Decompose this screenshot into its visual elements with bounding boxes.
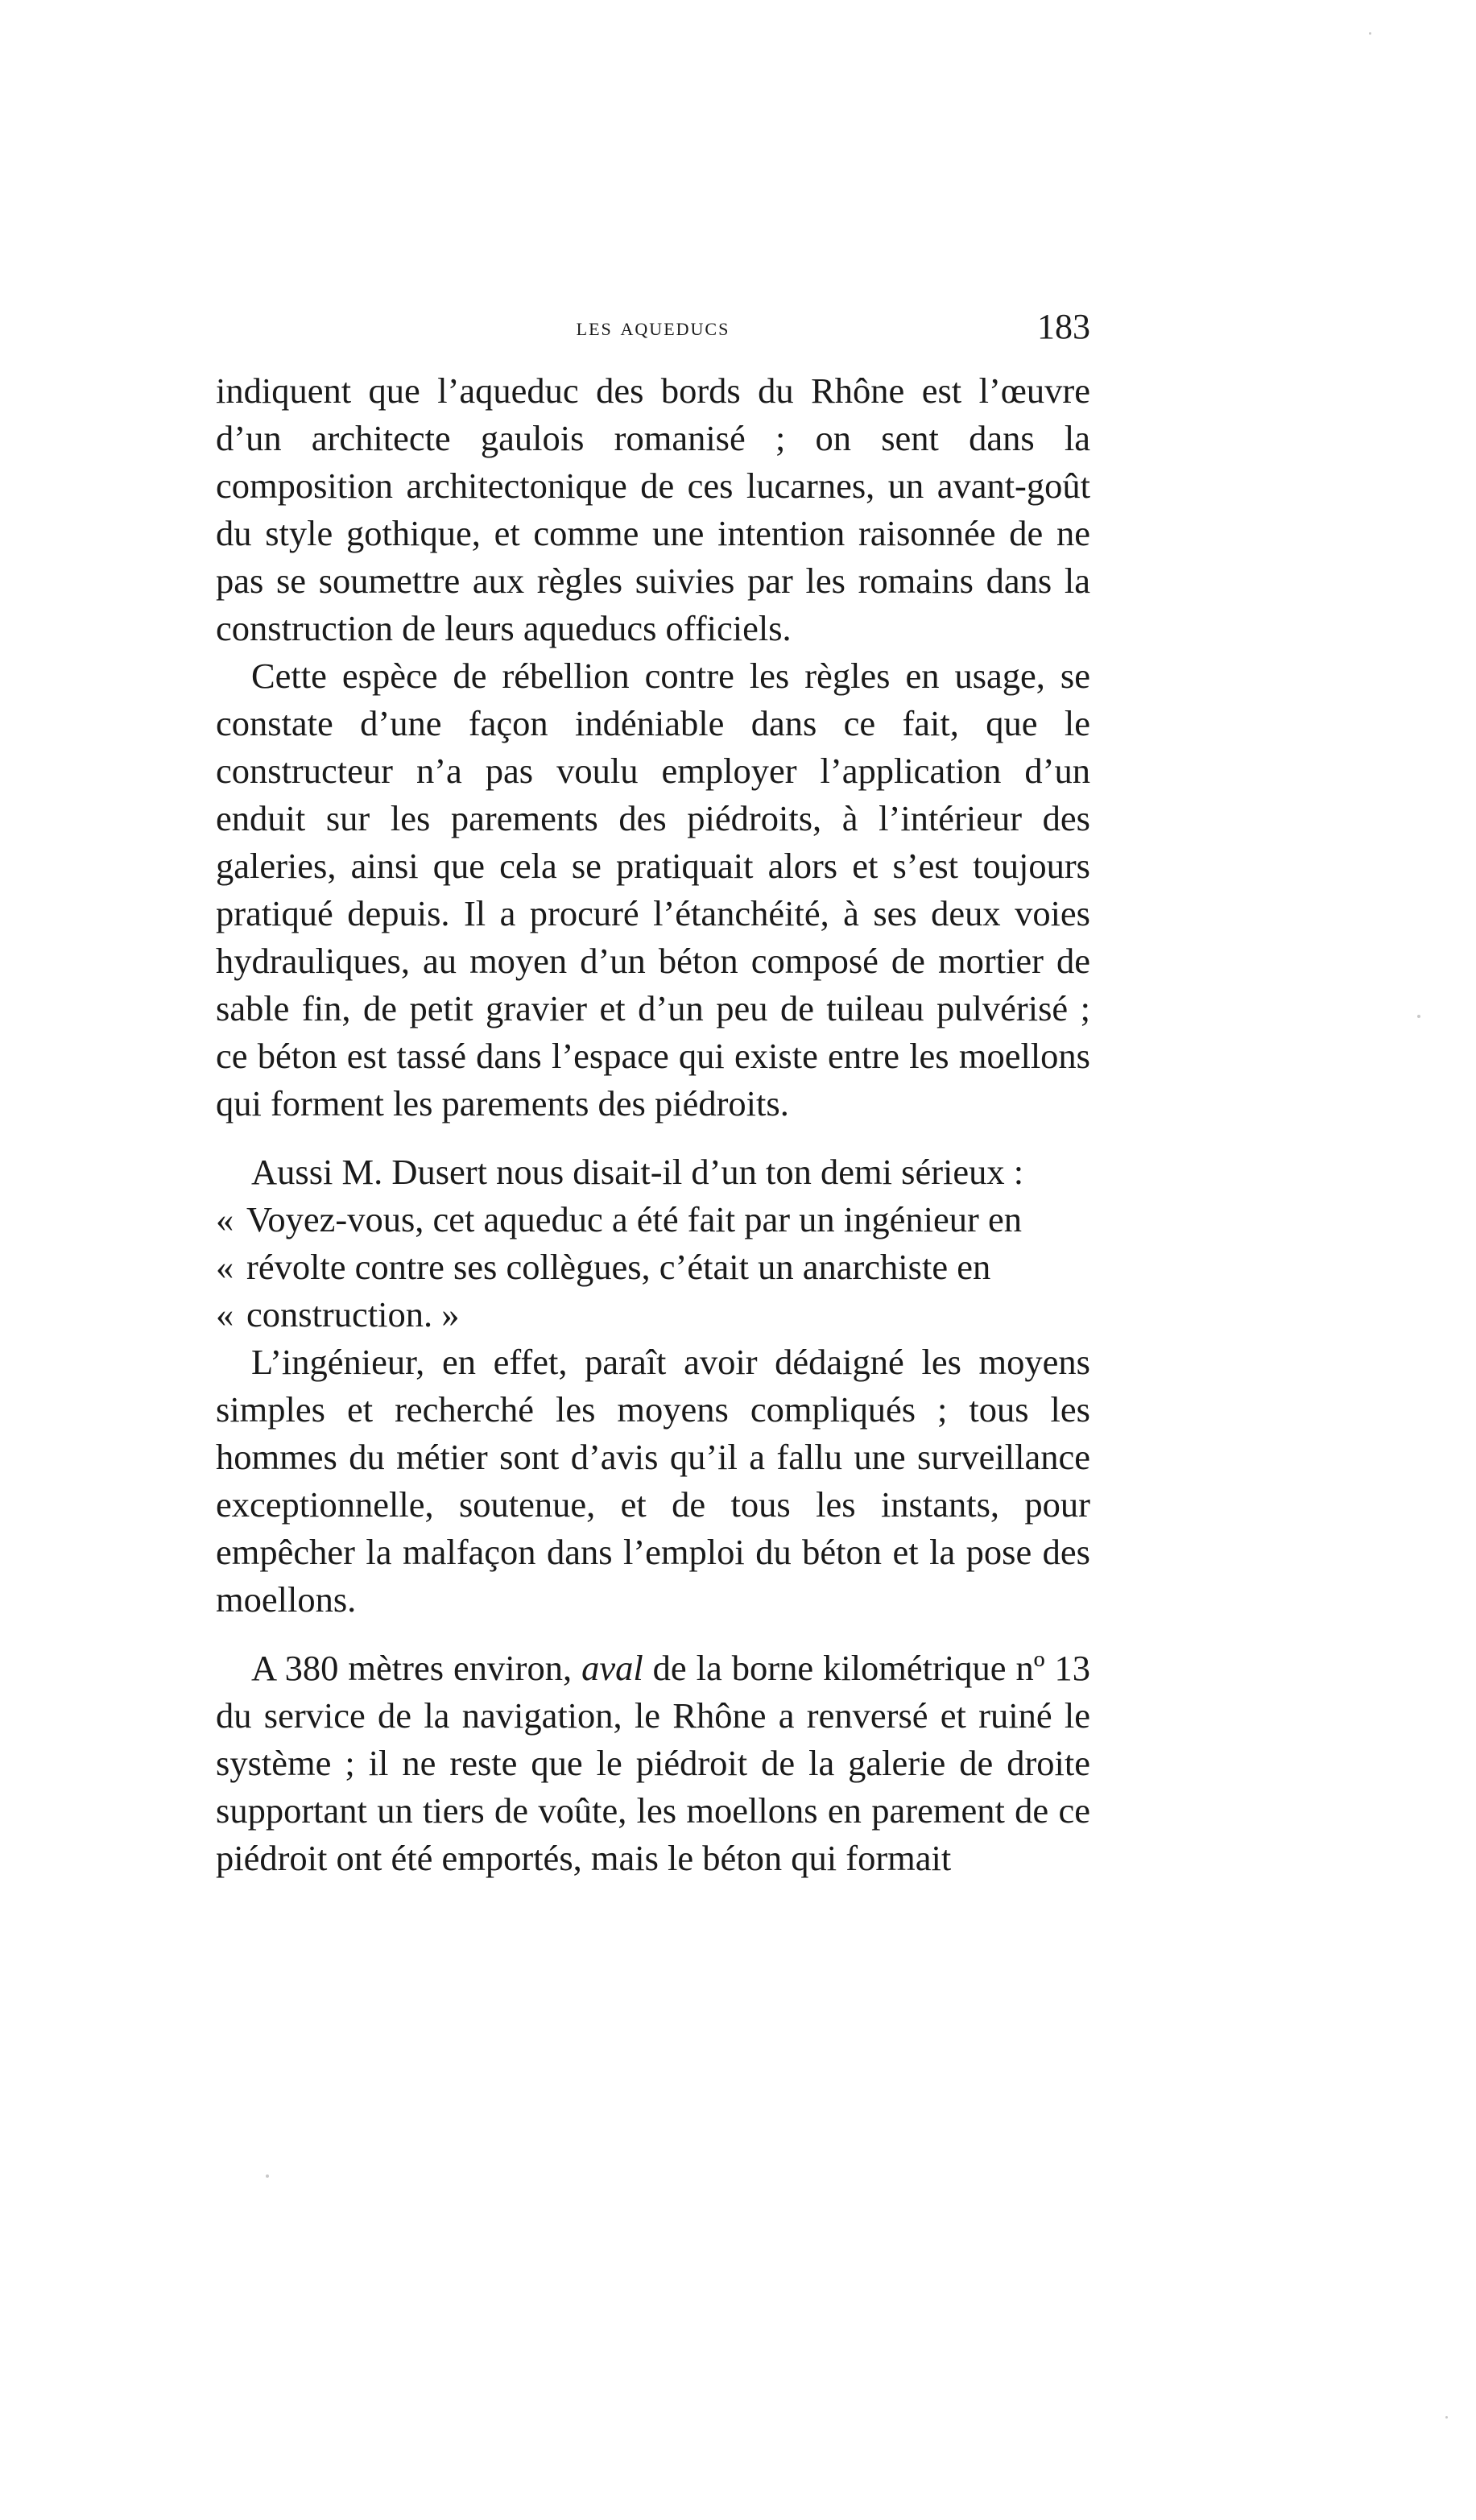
quotation-line (216, 1243, 1090, 1291)
quotation-line-text: Voyez-vous, cet aqueduc a été fait par un ingénieur en (246, 1199, 1022, 1239)
page-number: 183 (1037, 307, 1090, 346)
paragraph-ruined-system (216, 1645, 1090, 1882)
quotation (216, 1196, 1090, 1339)
paragraph-rebellion: Cette espèce de rébellion contre les règles en usage, se constate d’une façon indéniable dans ce fait, que le constructeur n’a pas voulu employer l’application d’un enduit sur les parements des piédroits, à l’intérieur des galeries, ainsi que cela se pratiquait alors et s’est toujours pratiqué depuis. Il a procuré l’étanchéité, à ses deux voies hydrauliques, au moyen d’un béton composé de mortier de sable fin, de petit gravier et d’un peu de tuileau pulvérisé ; ce béton est tassé dans l’espace qui existe entre les moellons qui forment les parements des piédroits. (216, 656, 1090, 1123)
paragraph-engineer: L’ingénieur, en effet, paraît avoir dédaigné les moyens simples et recherché les moyens compliqués ; tous les hommes du métier sont d’avis qu’il a fallu une surveillance exceptionnelle, soutenue, et de tous les instants, pour empêcher la malfaçon dans l’emploi du béton et la pose des moellons. (216, 1342, 1090, 1620)
paper-speckle (266, 2174, 269, 2178)
quote-mark: « (216, 1247, 234, 1287)
paragraph-continuation: indiquent que l’aqueduc des bords du Rhône est l’œuvre d’un architecte gaulois romanisé ; on sent dans la composition architectonique de ces lucarnes, un avant-goût du style gothique, et comme une intention raisonnée de ne pas se soumettre aux règles suivies par les romains dans la construction de leurs aqueducs officiels. (216, 370, 1090, 648)
paragraph-dusert: Aussi M. Dusert nous disait-il d’un ton demi sérieux : (251, 1152, 1024, 1192)
quotation-line (216, 1291, 1090, 1339)
paper-speckle (1417, 1015, 1420, 1018)
running-header (216, 306, 1090, 362)
paragraph-text-before: A 380 mètres environ, (251, 1648, 582, 1688)
quotation-line-text: révolte contre ses collègues, c’était un anarchiste en (246, 1247, 991, 1287)
paper-speckle (1369, 32, 1371, 35)
paragraph-text-after: de la borne kilométrique nº 13 du service de la navigation, le Rhône a renversé et ruiné le système ; il ne reste que le piédroit de la galerie de droite supportant un tiers de voûte, les moellons en parement de ce piédroit ont été emportés, mais le béton qui formait (216, 1648, 1090, 1878)
paper-speckle (1445, 2416, 1448, 2419)
running-title: les aqueducs (576, 312, 730, 341)
body-text (216, 367, 1090, 1882)
quote-mark: « (216, 1199, 234, 1239)
quote-mark: « (216, 1294, 234, 1334)
quotation-line (216, 1196, 1090, 1243)
quotation-line-text: construction. » (246, 1294, 460, 1334)
italic-word: aval (581, 1648, 643, 1688)
